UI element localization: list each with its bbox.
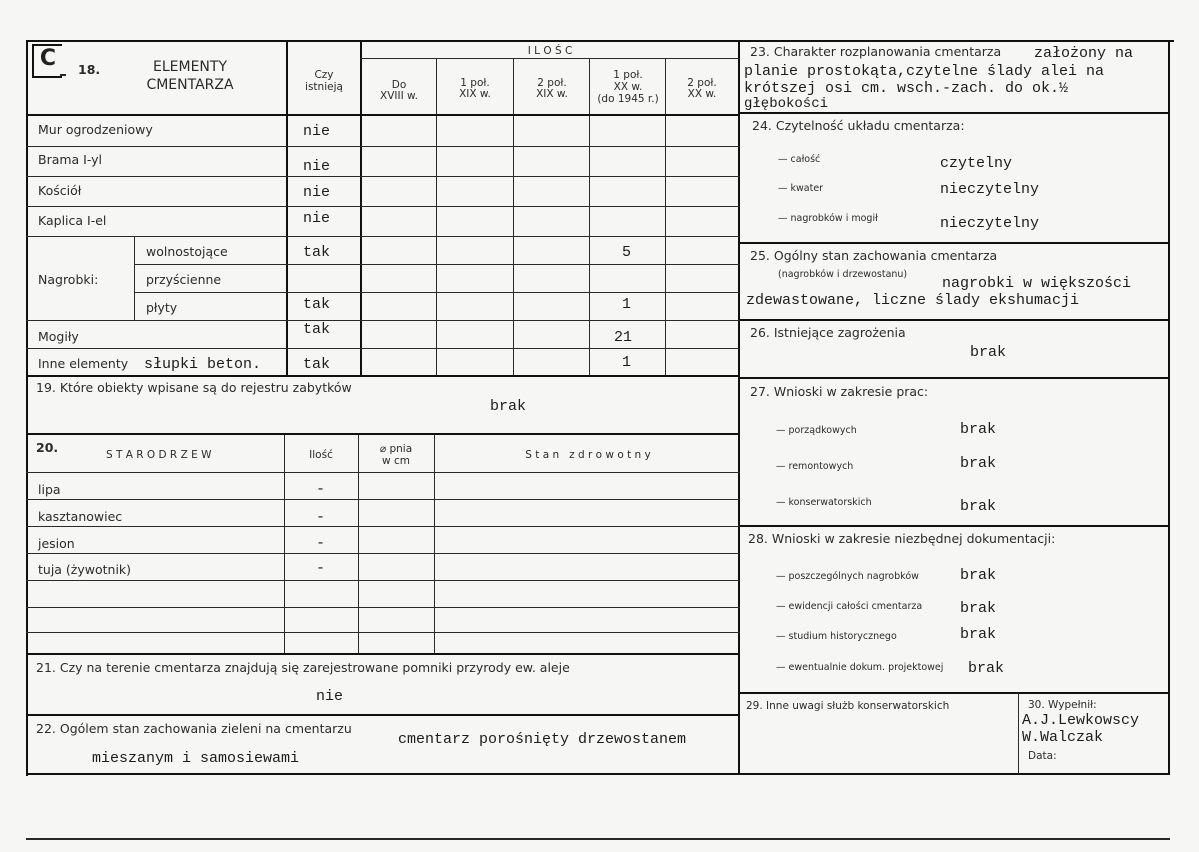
s19-value: brak [490,398,527,415]
grid-s20-r4 [26,580,740,581]
s24-row3-value: nieczytelny [940,215,1040,232]
grid-row-5 [134,264,740,265]
tree-2-name: kasztanowiec [38,509,123,524]
ilosc-header: I L O Ś C [527,45,573,57]
s22-value-2: mieszanym i samosiewami [92,750,300,767]
frame-left [26,40,28,776]
s20-col-stan: S t a n z d r o w o t n y [525,449,651,461]
s23-line4: głębokości [744,96,829,112]
s24-row3-label: — nagrobków i mogił [778,213,878,224]
grid-v-czy [286,40,288,376]
grid-s21-bottom [26,714,740,716]
s22-value-1: cmentarz porośnięty drzewostanem [398,731,687,748]
mogily-label: Mogiły [38,329,79,344]
s26-label: 26. Istniejące zagrożenia [750,325,906,340]
grid-v-s20-ilosc [284,435,285,653]
s21-value: nie [316,688,344,705]
grid-s20-r2 [26,526,740,527]
wolno-count: 5 [622,244,632,261]
grid-row-2 [26,176,740,177]
page-bottom-line [26,838,1170,840]
grid-row-7 [26,320,740,321]
s23-label: 23. Charakter rozplanowania cmentarza [750,44,1002,59]
grid-s20-head [26,472,740,473]
col-head-5-l1: 2 poł. [687,77,717,89]
kaplica-exists: nie [303,210,331,227]
elements-title-1: ELEMENTY [153,59,227,75]
col-head-2-l2: XIX w. [459,88,491,100]
plyty-label: płyty [146,300,178,315]
s20-col-pnia-2: w cm [382,455,410,467]
s23-line1: założony na [1034,45,1134,62]
s28-row1-label: — poszczególnych nagrobków [776,571,919,582]
grid-s23-bottom [740,112,1170,114]
center-divider [738,40,740,774]
col-head-4-l3: (do 1945 r.) [597,93,659,105]
s28-row4-value: brak [968,660,1005,677]
frame-top [26,40,1174,42]
brama-label: Brama I-yl [38,152,103,167]
mogily-count: 21 [614,329,633,346]
col-head-2-l1: 1 poł. [460,77,490,89]
wolno-label: wolnostojące [146,244,228,259]
frame-bottom [26,773,1170,775]
s27-row3-value: brak [960,498,997,515]
elements-title-2: CMENTARZA [146,77,234,93]
grid-v-c5 [665,58,666,376]
mogily-exists: tak [303,321,331,338]
tree-4-name: tuja (żywotnik) [38,562,132,577]
inne-count: 1 [622,354,632,371]
s30-label: 30. Wypełnił: [1028,699,1097,711]
s28-row1-value: brak [960,567,997,584]
grid-v-s30 [1018,693,1019,774]
col-head-3-l2: XIX w. [536,88,568,100]
tree-1-name: lipa [38,482,61,497]
s23-line3: krótszej osi cm. wsch.-zach. do ok.½ [744,80,1069,97]
grid-s20-r5 [26,607,740,608]
grid-s26-bottom [740,377,1170,379]
tree-3-name: jesion [38,536,75,551]
grid-v-c2 [436,58,437,376]
grid-s24-bottom [740,242,1170,244]
s30-name1: A.J.Lewkowscy [1022,712,1140,729]
plyty-count: 1 [622,296,632,313]
grid-s19-bottom [26,433,740,435]
tree-4-qty: - [316,560,326,577]
grid-row-8 [26,348,740,349]
s27-row1-label: — porządkowych [776,425,857,436]
s26-value: brak [970,344,1007,361]
czy-header-1: Czy [314,69,334,81]
s20-col-pnia-1: ⌀ pnia [379,443,413,455]
grid-v-c4 [589,58,590,376]
s25-line1: nagrobki w większości [942,275,1132,292]
grid-header-bottom [26,114,740,116]
s20-number: 20. [36,440,59,455]
grid-row-6 [134,292,740,293]
nagrobki-label: Nagrobki: [38,272,99,287]
brama-exists: nie [303,158,331,175]
grid-v-ilosc [360,40,362,376]
tree-2-qty: - [316,509,326,526]
s25-line2: zdewastowane, liczne ślady ekshumacji [746,292,1080,309]
kosciol-label: Kościół [38,183,82,198]
s28-row3-label: — studium historycznego [776,631,897,642]
grid-s20-r3 [26,553,740,554]
s27-label: 27. Wnioski w zakresie prac: [750,384,929,399]
grid-v-s20-stan [434,435,435,653]
s20-title: S T A R O D R Z E W [106,449,212,461]
mur-label: Mur ogrodzeniowy [38,122,153,137]
grid-s20-r1 [26,499,740,500]
frame-right [1168,40,1170,774]
grid-s20-r6 [26,632,740,633]
s29-label: 29. Inne uwagi służb konserwatorskich [746,700,950,712]
s20-col-ilosc: Ilość [309,449,333,461]
inne-exists: tak [303,356,331,373]
s27-row2-label: — remontowych [776,461,854,472]
inne-value: słupki beton. [144,356,262,373]
grid-row-1 [26,146,740,147]
s28-row2-value: brak [960,600,997,617]
grid-s28-bottom [740,692,1170,694]
s30-date-label: Data: [1028,750,1057,762]
tree-1-qty: - [316,481,326,498]
col-head-4-l2: XX w. [613,81,643,93]
plyty-exists: tak [303,296,331,313]
s24-label: 24. Czytelność układu cmentarza: [752,118,965,133]
s23-line2: planie prostokąta,czytelne ślady alei na [744,63,1105,80]
grid-s20-bottom [26,653,740,655]
s28-row4-label: — ewentualnie dokum. projektowej [776,662,944,673]
grid-ilosc-underline [360,58,740,59]
s27-row1-value: brak [960,421,997,438]
s24-row1-label: — całość [778,154,821,165]
s21-label: 21. Czy na terenie cmentarza znajdują się zarejestrowane pomniki przyrody ew. aleje [36,660,570,675]
s27-row3-label: — konserwatorskich [776,497,872,508]
logo-underline [60,74,66,76]
s24-row2-value: nieczytelny [940,181,1040,198]
kosciol-exists: nie [303,184,331,201]
inne-label: Inne elementy [38,356,129,371]
col-head-4-l1: 1 poł. [613,69,643,81]
s27-row2-value: brak [960,455,997,472]
category-logo: C [32,44,62,78]
col-head-3-l1: 2 poł. [537,77,567,89]
s25-sub: (nagrobków i drzewostanu) [778,269,908,280]
przysc-label: przyścienne [146,272,222,287]
grid-s27-bottom [740,525,1170,527]
s22-label: 22. Ogólem stan zachowania zieleni na cmentarzu [36,721,352,736]
grid-v-nagrobki [134,236,135,320]
col-head-5-l2: XX w. [687,88,717,100]
mur-exists: nie [303,123,331,140]
grid-s25-bottom [740,319,1170,321]
tree-3-qty: - [316,535,326,552]
section-18-number: 18. [78,62,101,77]
grid-v-s20-pnia [358,435,359,653]
s24-row1-value: czytelny [940,155,1013,172]
kaplica-label: Kaplica I-el [38,213,107,228]
grid-v-c3 [513,58,514,376]
grid-row-3 [26,206,740,207]
col-head-1-l1: Do [391,79,407,91]
s25-label: 25. Ogólny stan zachowania cmentarza [750,248,998,263]
col-head-1-l2: XVIII w. [380,90,418,102]
s19-label: 19. Które obiekty wpisane są do rejestru zabytków [36,380,352,395]
czy-header-2: istnieją [305,81,343,93]
s28-row3-value: brak [960,626,997,643]
grid-elements-bottom [26,375,740,377]
wolno-exists: tak [303,244,331,261]
s28-row2-label: — ewidencji całości cmentarza [776,601,923,612]
s30-name2: W.Walczak [1022,729,1104,746]
s28-label: 28. Wnioski w zakresie niezbędnej dokumentacji: [748,531,1056,546]
s24-row2-label: — kwater [778,183,824,194]
